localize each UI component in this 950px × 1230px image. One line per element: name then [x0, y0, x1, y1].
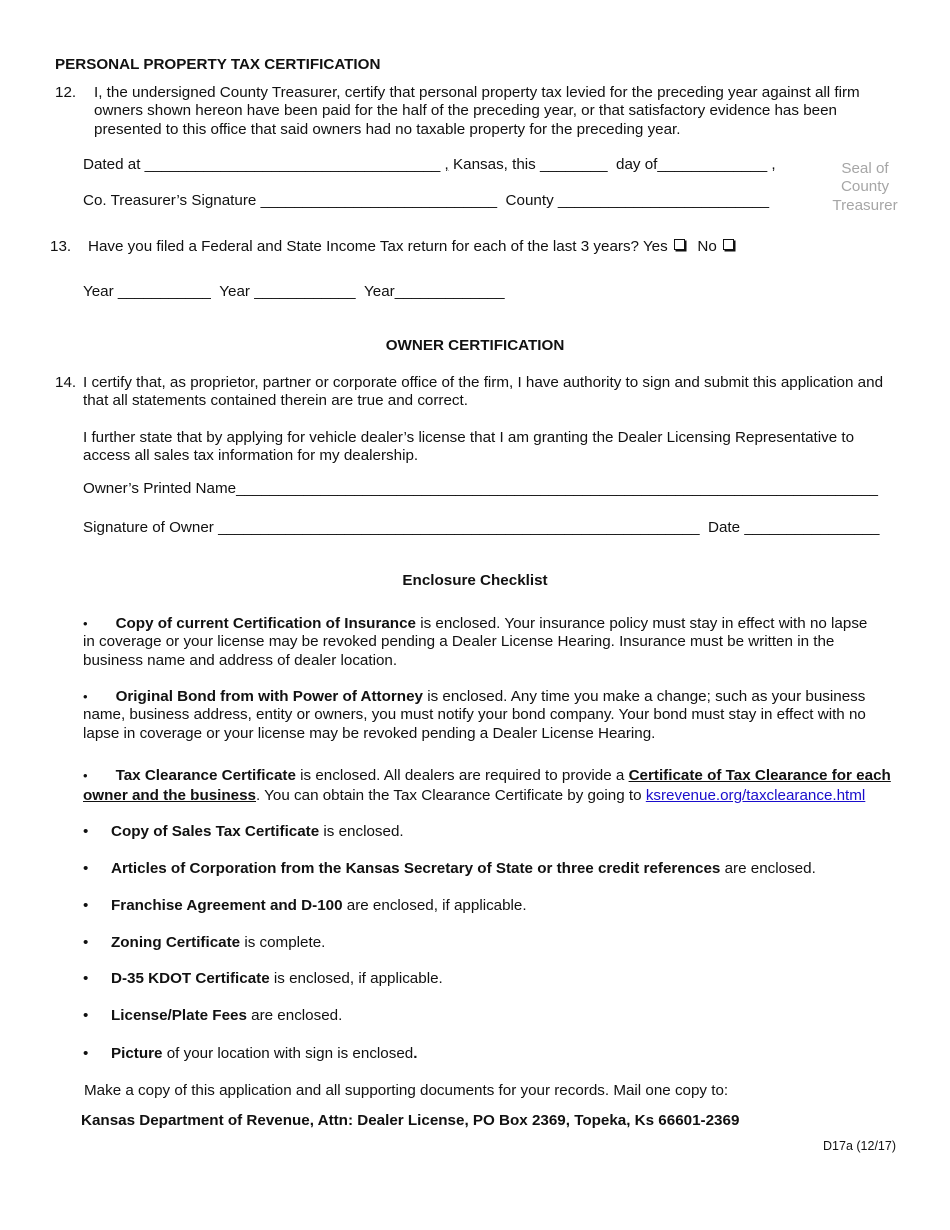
item-franchise-text: are enclosed, if applicable. — [342, 897, 527, 914]
county-label: County — [505, 192, 554, 209]
bullet-icon: • — [83, 616, 88, 631]
bullet-icon: • — [83, 823, 89, 840]
bullet-icon: • — [83, 897, 89, 914]
item-fees-bold: License/Plate Fees — [111, 1007, 247, 1024]
printed-name-label: Owner’s Printed Name — [83, 480, 237, 497]
form-id: D17a (12/17) — [823, 1139, 896, 1153]
year-label-3: Year — [364, 283, 395, 300]
bullet-icon: • — [83, 1045, 89, 1062]
tax-clearance-link[interactable]: ksrevenue.org/taxclearance.html — [645, 787, 866, 804]
year-label-1: Year — [83, 283, 114, 300]
kansas-comma: , — [444, 156, 449, 173]
owner-signature-row — [83, 519, 880, 536]
mailing-address: Kansas Department of Revenue, Attn: Dealer License, PO Box 2369, Topeka, Ks 66601-2369 — [81, 1112, 740, 1129]
section-14-number: 14. — [55, 374, 77, 391]
owner-signature-label: Signature of Owner — [83, 519, 214, 536]
year-row — [83, 283, 505, 300]
section-13-question: Have you filed a Federal and State Income Tax return for each of the last 3 years? Yes — [88, 238, 668, 255]
month-field[interactable]: _____________ — [657, 156, 768, 173]
date-field[interactable]: ________________ — [744, 519, 880, 536]
item-articles-text: are enclosed. — [720, 860, 816, 877]
item-sales-tax-text: is enclosed. — [319, 823, 404, 840]
section-12-number: 12. — [55, 84, 77, 101]
item-insurance-bold: Copy of current Certification of Insurance — [115, 615, 416, 632]
bullet-icon: • — [83, 970, 89, 987]
item-tax-clearance-requirement: Certificate of Tax Clearance for each owner and the business — [83, 767, 891, 804]
year-label-2: Year — [219, 283, 250, 300]
section-12-heading: PERSONAL PROPERTY TAX CERTIFICATION — [55, 56, 381, 73]
bullet-icon: • — [83, 689, 88, 704]
dated-at-field[interactable]: ___________________________________ — [144, 156, 441, 173]
item-insurance-text: is enclosed. Your insurance policy must stay in effect with no lapse in coverage or your license may be revoked pending a Dealer License Hearing. Insurance must be written in the business name and address of dealer location. — [83, 615, 868, 669]
day-of-label: day of — [616, 156, 658, 173]
treasurer-signature-label: Co. Treasurer’s Signature — [83, 192, 257, 209]
section-14-text-2: I further state that by applying for vehicle dealer’s license that I am granting the Dealer Licensing Representative to access all sales tax information for my dealership. — [83, 429, 855, 465]
item-tax-clearance-text-b: . You can obtain the Tax Clearance Certificate by going to — [256, 787, 646, 804]
day-field[interactable]: ________ — [539, 156, 608, 173]
checklist-item-fees — [83, 1007, 342, 1024]
dated-at-label: Dated at — [83, 156, 141, 173]
item-picture-text: of your location with sign is enclosed — [162, 1045, 414, 1062]
item-tax-clearance-text-a: is enclosed. All dealers are required to provide a — [295, 767, 629, 784]
printed-name-field[interactable]: ____________________________________________________________________________ — [236, 480, 879, 497]
item-bond-bold: Original Bond from with Power of Attorney — [115, 688, 423, 705]
bullet-icon: • — [83, 768, 88, 783]
item-bond-text: is enclosed. Any time you make a change; such as your business name, business address, entity or owners, you must notify your bond company. Your bond must stay in effect with no lapse in coverage or your license may be revoked pending a Dealer License Hearing. — [83, 688, 866, 742]
item-tax-clearance-bold: Tax Clearance Certificate — [115, 767, 296, 784]
section-12-text: I, the undersigned County Treasurer, certify that personal property tax levied for the preceding year against all firm owners shown hereon have been paid for the half of the preceding year, or that satisfactory evidence has been presented to this office that said owners had no taxable property for the preceding year. — [94, 84, 860, 138]
checklist-item-insurance — [83, 615, 873, 670]
mailing-instruction: Make a copy of this application and all supporting documents for your records. Mail one copy to: — [84, 1082, 729, 1099]
kansas-this-label: Kansas, this — [453, 156, 536, 173]
bullet-icon: • — [83, 860, 89, 877]
checklist-item-articles — [83, 860, 816, 877]
item-kdot-text: is enclosed, if applicable. — [269, 970, 443, 987]
section-13-question-row — [88, 238, 734, 255]
bullet-icon: • — [83, 1007, 89, 1024]
item-kdot-bold: D-35 KDOT Certificate — [111, 970, 270, 987]
owner-signature-field[interactable]: _________________________________________________________ — [218, 519, 700, 536]
item-zoning-bold: Zoning Certificate — [111, 934, 241, 951]
checklist-item-franchise — [83, 897, 527, 914]
year-field-2[interactable]: ____________ — [254, 283, 356, 300]
no-label: No — [697, 238, 717, 255]
printed-name-row — [83, 480, 878, 497]
year-field-3[interactable]: _____________ — [394, 283, 505, 300]
item-franchise-bold: Franchise Agreement and D-100 — [111, 897, 343, 914]
bullet-icon: • — [83, 934, 89, 951]
section-14-text-1: I certify that, as proprietor, partner or corporate office of the firm, I have authority to sign and submit this application and that all statements contained therein are true and correct. — [83, 374, 884, 410]
treasurer-signature-field[interactable]: ____________________________ — [260, 192, 498, 209]
checklist-item-bond — [83, 688, 893, 743]
yes-checkbox[interactable] — [674, 239, 685, 250]
trailing-comma: , — [771, 156, 776, 173]
item-picture-bold: Picture — [111, 1045, 163, 1062]
checklist-item-sales-tax — [83, 823, 404, 840]
no-checkbox[interactable] — [723, 239, 734, 250]
treasurer-row — [83, 192, 769, 209]
year-field-1[interactable]: ___________ — [117, 283, 211, 300]
date-label: Date — [708, 519, 741, 536]
county-field[interactable]: _________________________ — [557, 192, 770, 209]
item-fees-text: are enclosed. — [246, 1007, 343, 1024]
item-zoning-text: is complete. — [240, 934, 326, 951]
checklist-item-picture — [83, 1045, 417, 1062]
checklist-item-kdot — [83, 970, 443, 987]
checklist-item-zoning — [83, 934, 325, 951]
seal-of-county-treasurer: Seal of County Treasurer — [832, 160, 898, 214]
owner-certification-heading: OWNER CERTIFICATION — [385, 337, 565, 354]
item-articles-bold: Articles of Corporation from the Kansas Secretary of State or three credit references — [111, 860, 721, 877]
section-13-number: 13. — [50, 238, 72, 255]
item-picture-period: . — [413, 1045, 418, 1062]
checklist-item-tax-clearance — [83, 766, 901, 806]
enclosure-checklist-heading: Enclosure Checklist — [402, 572, 548, 589]
dated-at-row — [83, 156, 776, 173]
item-sales-tax-bold: Copy of Sales Tax Certificate — [111, 823, 320, 840]
